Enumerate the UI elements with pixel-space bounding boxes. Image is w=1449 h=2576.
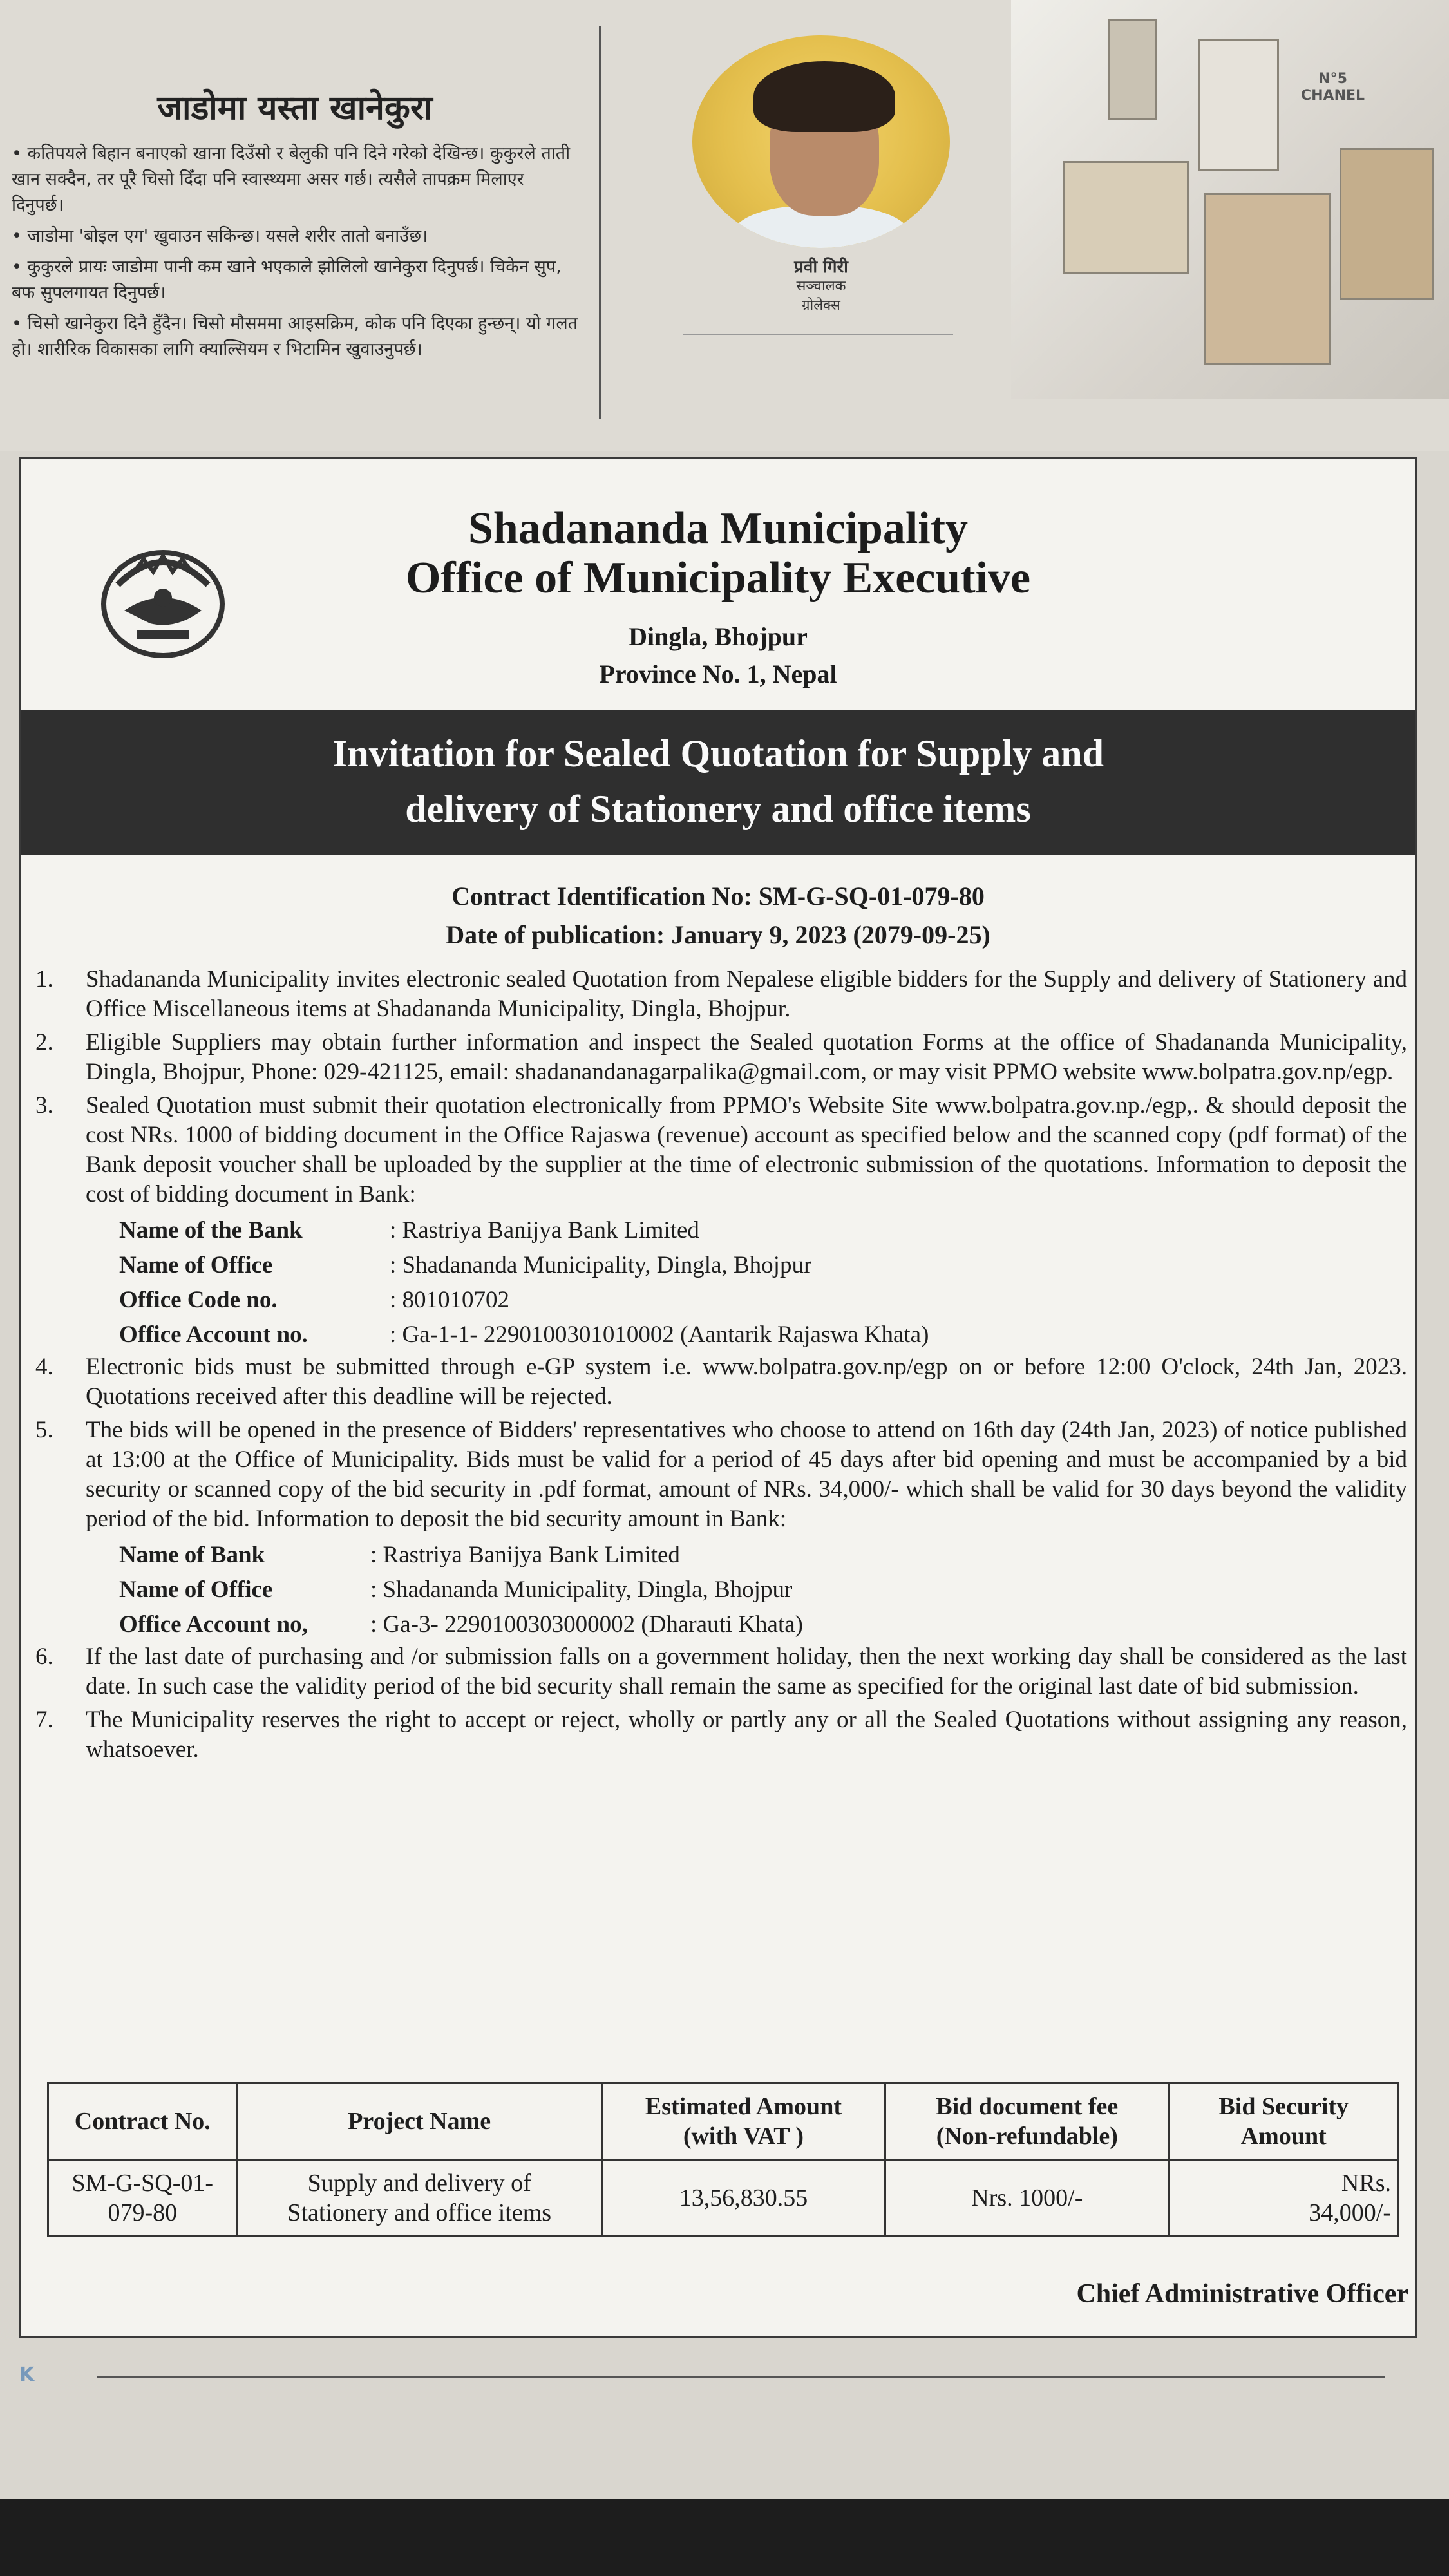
office-name: Office of Municipality Executive: [405, 553, 1031, 603]
notice-body: [35, 965, 1407, 1768]
bank-detail-key: Office Account no.: [119, 1321, 308, 1348]
table-cell: Nrs. 1000/-: [886, 2160, 1169, 2237]
item-number: 1.: [35, 966, 53, 992]
item-text: Electronic bids must be submitted through e-GP system i.e. www.bolpatra.gov.np/egp on or before 12:00 O'clock, 24th Jan, 2023. Quotations received after this deadline will be rejected.: [86, 1354, 1407, 1410]
bank-detail-row: [119, 1213, 1407, 1248]
health-bullet: • कतिपयले बिहान बनाएको खाना दिउँसो र बेलुकी पनि दिने गरेको देखिन्छ। कुकुरले ताती खान सक्दैन, तर पूरै चिसो दिँदा पनि स्वास्थ्यमा असर गर्छ। त्यसैले तापक्रम मिलाएर दिनुपर्छ।: [12, 144, 571, 215]
item-number: 5.: [35, 1417, 53, 1443]
notice-title-line1: Invitation for Sealed Quotation for Supply and: [332, 732, 1104, 775]
chanel-label: N°5 CHANEL: [1301, 71, 1365, 104]
portrait-hair: [753, 61, 895, 132]
bank-detail-value: : Rastriya Banijya Bank Limited: [390, 1217, 699, 1244]
perfume-bottle: [1108, 19, 1157, 120]
footer-mark: K: [19, 2363, 35, 2386]
perfume-bottle: [1204, 193, 1331, 365]
table-cell: SM-G-SQ-01- 079-80: [48, 2160, 238, 2237]
list-item: [35, 1416, 1407, 1534]
table-header-row: [48, 2083, 1399, 2160]
item-number: 7.: [35, 1707, 53, 1733]
item-text: Sealed Quotation must submit their quotation electronically from PPMO's Website Site www.bolpatra.gov.np./egp,. & should deposit the cost NRs. 1000 of bidding document in the Office Rajaswa (revenue) account as specified below and the scanned copy (pdf format) of the Bank deposit voucher shall be uploaded by the supplier at the time of electronic submission of the quotations. Information to deposit the cost of bidding document in Bank:: [86, 1092, 1407, 1208]
list-item: [35, 1705, 1407, 1765]
bank-detail-row: [119, 1318, 1407, 1352]
newspaper-top-strip: [0, 0, 1449, 451]
column-header: Bid document fee (Non-refundable): [886, 2083, 1169, 2160]
item-number: 2.: [35, 1029, 53, 1056]
perfume-bottle: [1340, 148, 1434, 300]
bank-detail-key: Name of Bank: [119, 1542, 265, 1568]
column-header: Estimated Amount (with VAT ): [601, 2083, 885, 2160]
bank-detail-key: Name of Office: [119, 1252, 273, 1278]
contract-id: Contract Identification No: SM-G-SQ-01-079-80: [451, 882, 985, 911]
bank-detail-key: Name of Office: [119, 1577, 273, 1603]
perfume-bottle: [1063, 161, 1189, 274]
tender-notice: [19, 457, 1417, 2338]
health-column: [12, 84, 578, 368]
bank-detail-row: [119, 1248, 1407, 1283]
health-bullet: • चिसो खानेकुरा दिनै हुँदैन। चिसो मौसममा आइसक्रिम, कोक पनि दिएका हुन्छन्। यो गलत हो। शारीरिक विकासका लागि क्याल्सियम र भिटामिन खुवाउनुपर्छ।: [12, 314, 578, 359]
portrait-photo: [692, 35, 950, 248]
table-cell: NRs. 34,000/-: [1169, 2160, 1399, 2237]
table-row: [48, 2160, 1399, 2237]
bank-detail-value: : Shadananda Municipality, Dingla, Bhojpur: [370, 1577, 793, 1603]
item-number: 4.: [35, 1354, 53, 1380]
list-item: [35, 1091, 1407, 1209]
list-item: [35, 1028, 1407, 1087]
contract-table: [47, 2082, 1399, 2237]
bank-detail-row: [119, 1538, 1407, 1573]
notice-title-bar: [21, 710, 1415, 855]
item-text: If the last date of purchasing and /or submission falls on a government holiday, then the next working day shall be considered as the last date. In such case the validity period of the bid security shall remain the same as specified for the original last date of bid submission.: [86, 1643, 1407, 1700]
item-text: The bids will be opened in the presence of Bidders' representatives who choose to attend on 16th day (24th Jan, 2023) of notice published at 13:00 at the Office of Municipality. Bids must be valid for a period of 45 days after bid opening and must be accompanied by a bid security or scanned copy of the bid security in .pdf format, amount of NRs. 34,000/- which shall be valid for 30 days beyond the validity period of the bid. Information to deposit the bid security amount in Bank:: [86, 1417, 1407, 1532]
table-cell: Supply and delivery of Stationery and office items: [237, 2160, 601, 2237]
caption-rule: [683, 334, 953, 335]
item-number: 6.: [35, 1643, 53, 1670]
perfume-ad-photo: [1011, 0, 1449, 399]
bank-detail-value: : Ga-3- 2290100303000002 (Dharauti Khata): [370, 1611, 803, 1638]
bank-detail-row: [119, 1607, 1407, 1642]
org-name: Shadananda Municipality: [468, 504, 969, 553]
notice-title-line2: delivery of Stationery and office items: [405, 788, 1031, 830]
bank-detail-value: : Rastriya Banijya Bank Limited: [370, 1542, 680, 1568]
item-number: 3.: [35, 1092, 53, 1119]
item-text: The Municipality reserves the right to accept or reject, wholly or partly any or all the Sealed Quotations without assigning any reason, whatsoever.: [86, 1707, 1407, 1763]
health-bullet: • कुकुरले प्रायः जाडोमा पानी कम खाने भएकाले झोलिलो खानेकुरा दिनुपर्छ। चिकेन सुप, बफ सुपलगायत दिनुपर्छ।: [12, 257, 562, 303]
bank-detail-key: Office Account no,: [119, 1611, 308, 1638]
bank-detail-value: : Shadananda Municipality, Dingla, Bhojpur: [390, 1252, 812, 1278]
bank-detail-key: Office Code no.: [119, 1287, 278, 1313]
bank-detail-value: : 801010702: [390, 1287, 510, 1313]
portrait-caption: [708, 258, 934, 316]
bank-detail-row: [119, 1573, 1407, 1607]
column-header: Bid Security Amount: [1169, 2083, 1399, 2160]
health-title: जाडोमा यस्ता खानेकुरा: [157, 89, 433, 128]
caption-org: ग्रोलेक्स: [802, 298, 840, 314]
perfume-bottle: [1198, 39, 1279, 171]
bank-detail-value: : Ga-1-1- 2290100301010002 (Aantarik Rajaswa Khata): [390, 1321, 929, 1348]
footer-rule: [97, 2376, 1385, 2378]
bank-detail-row: [119, 1283, 1407, 1318]
column-divider: [599, 26, 601, 419]
bank-detail-key: Name of the Bank: [119, 1217, 303, 1244]
address: Dingla, Bhojpur: [629, 622, 808, 651]
column-header: Contract No.: [48, 2083, 238, 2160]
dark-edge: [0, 2499, 1449, 2576]
item-text: Eligible Suppliers may obtain further information and inspect the Sealed quotation Forms at the office of Shadananda Municipality, Dingla, Bhojpur, Phone: 029-421125, email: shadanandanagarpalika@gmail.com, or may visit PPMO website www.bolpatra.gov.np/egp.: [86, 1029, 1407, 1085]
item-text: Shadananda Municipality invites electronic sealed Quotation from Nepalese eligible bidders for the Supply and delivery of Stationery and Office Miscellaneous items at Shadananda Municipality, Dingla, Bhojpur.: [86, 966, 1407, 1022]
table-cell: 13,56,830.55: [601, 2160, 885, 2237]
list-item: [35, 1642, 1407, 1701]
column-header: Project Name: [237, 2083, 601, 2160]
health-bullet: • जाडोमा 'बोइल एग' खुवाउन सकिन्छ। यसले शरीर तातो बनाउँछ।: [12, 226, 428, 246]
caption-role: सञ्चालक: [796, 278, 846, 294]
list-item: [35, 965, 1407, 1024]
province: Province No. 1, Nepal: [599, 659, 837, 688]
list-item: [35, 1352, 1407, 1412]
publication-date: Date of publication: January 9, 2023 (2079-09-25): [446, 920, 990, 949]
signatory: Chief Administrative Officer: [1076, 2279, 1408, 2309]
caption-name: प्रवी गिरी: [794, 258, 848, 277]
